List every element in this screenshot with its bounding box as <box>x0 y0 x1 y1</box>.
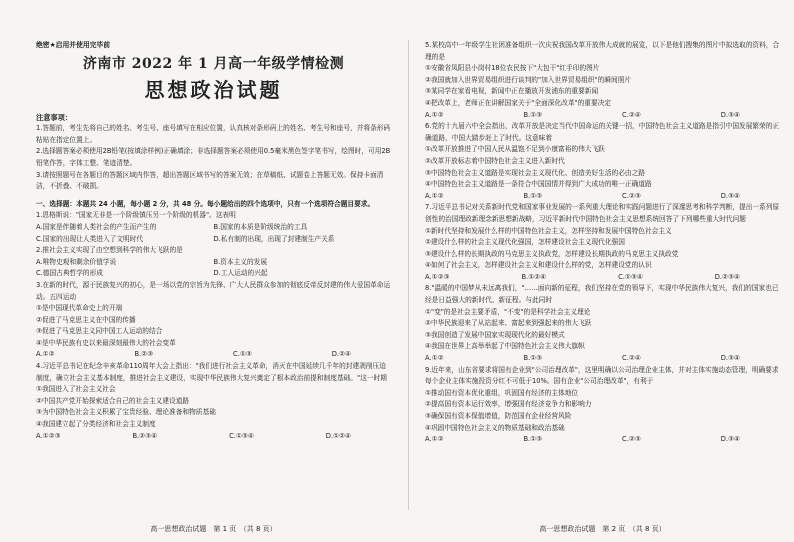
statement: ①"变"的是社会主要矛盾，"不变"的是科学社会主义理论 <box>425 307 591 316</box>
question-6: 6.党的十九届六中全会指出，改革开放是决定当代中国命运的关键一招，中国特色社会主义道路是指引中国发展繁荣的正确道路，中国大踏步赶上了时代。这意味着 <box>425 122 780 142</box>
option: C.国家的出现让人类进入了文明时代 <box>36 234 144 243</box>
question-5-options <box>425 110 780 122</box>
statement: ①安徽省凤阳县小岗村18位农民按下"大包干"红手印的图片 <box>425 64 600 73</box>
section-heading: 一、选择题：本题共 24 小题，每小题 2 分，共 48 分。每小题给出的四个选项中，只有一个选项符合题目要求。 <box>36 199 375 208</box>
statement: ②改革开放标志着中国特色社会主义进入新时代 <box>425 156 565 165</box>
option: C.②④ <box>622 110 641 119</box>
question-4-options <box>36 431 391 443</box>
notice-heading: 注意事项： <box>36 112 72 122</box>
question-3: 3.在新的时代，源于民族复兴的初心，是一场以党的宗旨为先锋、广大人民群众参加的彻底反帝反封建的伟大爱国革命运动。五四运动 <box>36 280 391 301</box>
statement: ①我国进入了社会主义社会 <box>36 385 116 394</box>
option: C.①③ <box>233 350 252 359</box>
notice-item: 2.选择题答案必须使用2B铅笔(按填涂样例)正确填涂；非选择题答案必须使用0.5毫米黑色签字笔书写，绘图时，可用2B铅笔作答，字体工整、笔迹清楚。 <box>36 147 391 167</box>
option: A.①② <box>425 354 444 363</box>
statement: ①推动国有资本优化重组，巩固国有经济的主体地位 <box>425 388 579 397</box>
option: A.唯物史观和剩余价值学说 <box>36 257 117 266</box>
secret-label: 绝密★启用并使用完毕前 <box>36 41 111 49</box>
option: D.②④ <box>331 350 351 359</box>
statement: ④我国在世界上高举举起了中国特色社会主义伟大旗帜 <box>425 342 585 351</box>
question-8-options <box>425 353 780 365</box>
statement: ③确保国有资本保值增值，防范国有企业经营风险 <box>425 412 572 420</box>
statement: ①新时代坚持和发展什么样的中国特色社会主义，怎样坚持和发展中国特色社会主义 <box>425 226 672 235</box>
option: D.工人运动的兴起 <box>213 269 268 278</box>
option: D.私有制的出现，出现了封建制生产关系 <box>213 234 335 243</box>
option: C.德国古典哲学的形成 <box>36 269 103 278</box>
option: C.①③④ <box>229 431 254 440</box>
statement: ①改革开放推进了中国人民从温饱不足到小康富裕的伟大飞跃 <box>425 145 605 154</box>
notice-item: 1.答题前，考生先将自己的姓名、考生号、座号填写在相应位置，认真核对条形码上的姓名、考生号和座号，并将条形码粘贴在指定位置上。 <box>36 124 391 144</box>
option: B.①③ <box>523 354 543 363</box>
right-column <box>425 40 780 520</box>
statement: ④是中华民族有史以来最深刻最伟大的社会变革 <box>36 338 176 347</box>
option: B.②③ <box>134 350 154 359</box>
question-3-options <box>36 349 391 361</box>
option: A.①② <box>425 435 444 444</box>
statement: ②中国共产党开始探索适合自己的社会主义建设道路 <box>36 396 190 405</box>
option: D.①②④ <box>325 431 351 440</box>
question-2: 2.推社会主义实现了由空想到科学的伟大飞跃的是 <box>36 246 183 255</box>
question-4: 4.习近平总书记在纪念辛亥革命110周年大会上指出："我们进行社会主义革命，消灭在中国延续几千年的封建剥削压迫制度，确立社会主义基本制度，推进社会主义建设，实现中华民族伟大复兴奠定了根本政治前提和制度基础。"这一时期 <box>36 362 387 382</box>
question-9: 9.近年来，山东省要求将国有企业到"公司治理改革"，这里明确以公司治理企业主体，并对主体实施动态管理，明确要求每个企业主体实施投资分红不可低于10%。国有企业"公司治理改革"，有利于 <box>425 365 779 386</box>
option: B.资本主义的发展 <box>213 257 268 266</box>
statement: ③建设什么样的长期执政的马克思主义执政党，怎样建设长期执政的马克思主义执政党 <box>425 249 679 258</box>
page-footer: 高一思想政治试题 第 2 页 （共 8 页） <box>539 525 666 533</box>
left-column <box>36 40 391 520</box>
statement: ②中华民族迎来了从站起来、富起来到强起来的伟大飞跃 <box>425 319 592 328</box>
option: C.②④ <box>622 354 641 363</box>
statement: ②提高国有资本运行效率，增强国有经济竞争力和影响力 <box>425 400 592 409</box>
statement: ②促进了马克思主义在中国的传播 <box>36 315 136 324</box>
option: A.①② <box>36 350 55 359</box>
statement: ②建设什么样的社会主义现代化强国，怎样建设社会主义现代化强国 <box>425 238 625 247</box>
option: A.①② <box>425 110 444 119</box>
statement: ③某同学在家看电视，新闻中正在播放开发浦东的重要新闻 <box>425 87 599 96</box>
statement: ④我国建立起了分类经济和社会主义制度 <box>36 420 156 429</box>
statement: ③促进了马克思主义同中国工人运动的结合 <box>36 327 163 336</box>
page-footer: 高一思想政治试题 第 1 页 （共 8 页） <box>150 525 277 533</box>
option: B.①③ <box>523 435 543 444</box>
statement: ④如何了社会主义，怎样建设社会主义和建设什么样的党，怎样建设党的认识 <box>425 261 652 270</box>
question-1-options <box>36 222 391 234</box>
option: C.②③ <box>622 435 641 444</box>
statement: ③中国特色社会主义道路是实现社会主义现代化、创造美好生活的必由之路 <box>425 168 645 177</box>
statement: ①是中国现代革命史上的开端 <box>36 304 123 313</box>
subject-title: 思想政治试题 <box>144 77 283 102</box>
question-1-options <box>36 234 391 246</box>
option: C.②③ <box>622 191 641 200</box>
question-8: 8."温暖的中国梦从未远离我们，"……面向新的征程，我们坚持在党的领导下，实现中华民族伟大复兴，我们的国家也已经是日益强大的新时代、新征程。与此同时 <box>425 284 779 305</box>
exam-title: 济南市 2022 年 1 月高一年级学情检测 <box>82 55 345 72</box>
option: A.①②③ <box>425 272 450 281</box>
statement: ④中国特色社会主义道路是一条符合中国国情并得到广大成功的唯一正确道路 <box>425 180 652 189</box>
option: D.③④ <box>720 435 740 444</box>
notice-item: 3.请按照题号在各题目的答题区域内作答，超出答题区域书写的答案无效；在草稿纸、试题卷上答题无效。保持卡面清洁，不折叠、不破损。 <box>36 170 384 191</box>
question-1: 1.恩格斯说："国家无非是一个阶级镇压另一个阶级的机器"。这表明 <box>36 211 236 220</box>
column-divider <box>408 40 409 510</box>
question-2-options <box>36 268 391 280</box>
option: B.①③ <box>523 110 543 119</box>
option: A.①② <box>425 191 444 200</box>
question-2-options <box>36 257 391 269</box>
option: B.①②④ <box>521 272 547 281</box>
option: A.国家是伴随着人类社会的产生而产生的 <box>36 222 157 231</box>
question-7: 7.习近平总书记对关系新时代党和国家事业发展的一系列重大理论和实践问题进行了深邃思考和科学判断，提出一系列原创性的治国理政新理念新思想新战略，习近平新时代中国特色社会主义思想系统回答了下列哪些重大时代问题 <box>425 203 780 223</box>
option: B.①③ <box>523 191 543 200</box>
option: B.国家的本质是阶级统治的工具 <box>213 222 308 231</box>
statement: ④巩固中国特色社会主义的物质基础和政治基础 <box>425 423 565 432</box>
option: D.③④ <box>720 191 740 200</box>
option: D.③④ <box>720 354 740 363</box>
statement: ③我国创造了发展中国家实现现代化的最好模式 <box>425 330 565 339</box>
statement: ④把改革上，老师正在讲解国家关于"全面深化改革"的重要决定 <box>425 98 612 107</box>
option: A.①②③ <box>36 431 61 440</box>
question-6-options <box>425 191 780 203</box>
question-9-options <box>425 434 780 446</box>
statement: ②我国就加入世界贸易组织进行谈判的"加入世界贸易组织"的瞬间照片 <box>425 75 632 84</box>
statement: ③为中国特色社会主义积累了宝贵经验、理论准备和物质基础 <box>36 408 216 417</box>
option: D.②③④ <box>714 272 740 281</box>
option: C.①③④ <box>618 272 643 281</box>
question-5: 5.某校高中一年级学生社团准备组织一次庆祝我国改革开放伟大成就的展览，以下是他们搜集的图片中拟选取的资料，合理的是 <box>425 41 780 61</box>
option: B.②③④ <box>132 431 158 440</box>
question-7-options <box>425 272 780 284</box>
option: D.③④ <box>720 110 740 119</box>
